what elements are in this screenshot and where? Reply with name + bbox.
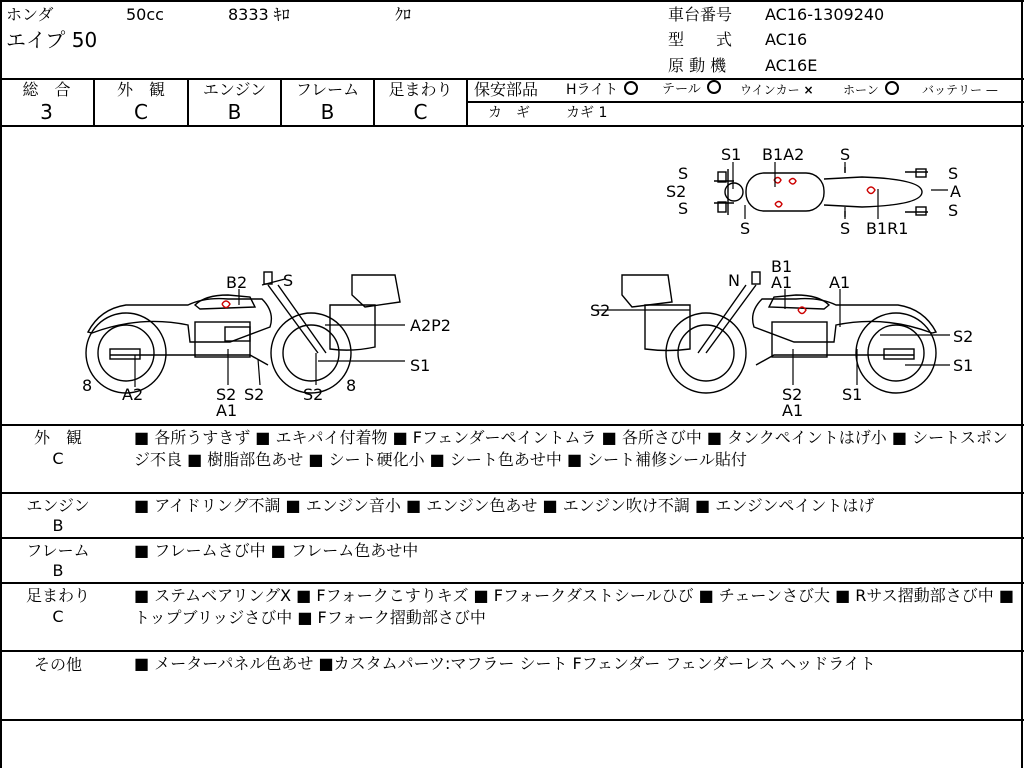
grid-line bbox=[0, 582, 1024, 584]
diagram-label: S2 bbox=[666, 182, 687, 201]
battery-label: バッテリー bbox=[922, 83, 983, 97]
detail-grade-exterior: C bbox=[52, 449, 64, 468]
detail-label-engine: エンジン bbox=[26, 496, 90, 515]
grid-line bbox=[466, 78, 468, 127]
diagram-label: S bbox=[840, 219, 851, 238]
grade-suspension-label: 足まわり bbox=[388, 80, 453, 99]
engine-model-value: AC16E bbox=[765, 56, 818, 75]
frame-number-label: 車台番号 bbox=[668, 5, 733, 24]
detail-grade-frame: B bbox=[52, 561, 64, 580]
diagram-label: A1 bbox=[782, 401, 804, 420]
detail-text-other: ■ メーターパネル色あせ ■カスタムパーツ:マフラー シート Fフェンダー フェンダーレス ヘッドライト bbox=[134, 654, 876, 673]
diagram-label: N bbox=[728, 271, 740, 290]
headlight-status bbox=[566, 80, 638, 100]
diagram-label: 8 bbox=[82, 376, 93, 395]
grid-line bbox=[0, 650, 1024, 652]
none-dash-icon: — bbox=[985, 83, 998, 97]
horn-status bbox=[843, 80, 899, 100]
color: ｸﾛ bbox=[395, 5, 412, 24]
grid-line bbox=[0, 492, 1024, 494]
diagram-label: S2 bbox=[953, 327, 974, 346]
detail-grade-suspension: C bbox=[52, 607, 64, 626]
diagram-label: S2 bbox=[590, 301, 611, 320]
grid-line bbox=[0, 424, 1024, 426]
winker-label: ウインカー bbox=[740, 83, 800, 97]
diagram-label: S bbox=[678, 164, 689, 183]
detail-grade-engine: B bbox=[52, 516, 64, 535]
grade-frame-value: B bbox=[320, 100, 335, 124]
grid-line bbox=[0, 537, 1024, 539]
grade-suspension-value: C bbox=[413, 100, 428, 124]
ok-circle-icon bbox=[624, 81, 638, 95]
type-label: 型 式 bbox=[668, 30, 733, 49]
diagram-label: S1 bbox=[953, 356, 974, 375]
grade-exterior-value: C bbox=[134, 100, 148, 124]
taillight-label: テール bbox=[662, 82, 701, 97]
key-label: カ ギ bbox=[488, 105, 530, 121]
ok-circle-icon bbox=[885, 81, 899, 95]
diagram-label: B1 bbox=[771, 257, 793, 276]
diagram-label: A2P2 bbox=[410, 316, 451, 335]
detail-text-suspension: ■ ステムベアリングX ■ Fフォークこすりキズ ■ Fフォークダストシールひび ■ チェーンさび大 ■ Rサス摺動部さび中 ■ トップブリッジさび中 ■ Fフォーク摺動部さび中 bbox=[134, 586, 1014, 627]
top-view-motorcycle bbox=[714, 167, 928, 217]
detail-label-frame: フレーム bbox=[26, 541, 90, 560]
diagram-label: S1 bbox=[721, 145, 742, 164]
grade-frame-label: フレーム bbox=[295, 80, 360, 99]
displacement: 50cc bbox=[126, 5, 164, 24]
ok-circle-icon bbox=[707, 80, 721, 94]
grade-total-label: 総 合 bbox=[22, 80, 71, 99]
diagram-label: S bbox=[840, 145, 851, 164]
mileage: 8333 ｷﾛ bbox=[228, 5, 290, 24]
diagram-label: S bbox=[948, 201, 959, 220]
damage-diagram bbox=[0, 127, 1024, 427]
diagram-label: B1A2 bbox=[762, 145, 805, 164]
diagram-label: A2 bbox=[122, 385, 144, 404]
model-name: エイプ 50 bbox=[6, 28, 98, 52]
diagram-label: S1 bbox=[842, 385, 863, 404]
detail-text-exterior: ■ 各所うすきず ■ エキパイ付着物 ■ Fフェンダーペイントムラ ■ 各所さび中 ■ タンクペイントはげ小 ■ シートスポンジ不良 ■ 樹脂部色あせ ■ シート硬化小 ■ シート色あせ中 ■ シート補修シール貼付 bbox=[134, 428, 1008, 469]
diagram-label: A1 bbox=[216, 401, 238, 420]
frame-number-value: AC16-1309240 bbox=[765, 5, 885, 24]
detail-text-engine: ■ アイドリング不調 ■ エンジン音小 ■ エンジン色あせ ■ エンジン吹け不調 ■ エンジンペイントはげ bbox=[134, 496, 875, 515]
diagram-label: A1 bbox=[829, 273, 851, 292]
engine-model-label: 原 動 機 bbox=[668, 56, 727, 75]
detail-label-suspension: 足まわり bbox=[25, 586, 90, 605]
headlight-label: Hライト bbox=[566, 82, 619, 98]
grade-total-value: 3 bbox=[40, 100, 53, 124]
diagram-label: S bbox=[740, 219, 751, 238]
grid-line bbox=[0, 719, 1024, 721]
detail-label-other: その他 bbox=[33, 655, 82, 674]
grade-exterior-label: 外 観 bbox=[116, 80, 165, 99]
ng-cross-icon: × bbox=[803, 83, 814, 97]
diagram-label: S bbox=[948, 164, 959, 183]
key-value: カギ 1 bbox=[566, 105, 608, 121]
diagram-label: S bbox=[678, 199, 689, 218]
winker-status bbox=[740, 80, 814, 100]
diagram-label: A bbox=[950, 182, 961, 201]
grid-line bbox=[468, 101, 1024, 103]
diagram-leader-lines bbox=[135, 162, 950, 387]
diagram-label: S2 bbox=[216, 385, 237, 404]
border-top bbox=[0, 0, 1024, 2]
taillight-status bbox=[662, 80, 721, 100]
safety-parts-label: 保安部品 bbox=[474, 80, 539, 99]
diagram-label: S2 bbox=[303, 385, 324, 404]
diagram-label: B1R1 bbox=[866, 219, 909, 238]
diagram-label: A1 bbox=[771, 273, 793, 292]
diagram-label: S bbox=[283, 271, 294, 290]
detail-label-exterior: 外 観 bbox=[33, 428, 82, 447]
battery-status bbox=[922, 80, 998, 100]
diagram-label: 8 bbox=[346, 376, 357, 395]
grade-engine-value: B bbox=[227, 100, 242, 124]
horn-label: ホーン bbox=[843, 83, 879, 97]
type-value: AC16 bbox=[765, 30, 808, 49]
grade-engine-label: エンジン bbox=[202, 80, 267, 99]
detail-text-frame: ■ フレームさび中 ■ フレーム色あせ中 bbox=[134, 541, 419, 560]
diagram-label: S1 bbox=[410, 356, 431, 375]
diagram-label: B2 bbox=[226, 273, 248, 292]
diagram-label: S2 bbox=[244, 385, 265, 404]
diagram-label: S2 bbox=[782, 385, 803, 404]
maker: ホンダ bbox=[6, 5, 54, 24]
